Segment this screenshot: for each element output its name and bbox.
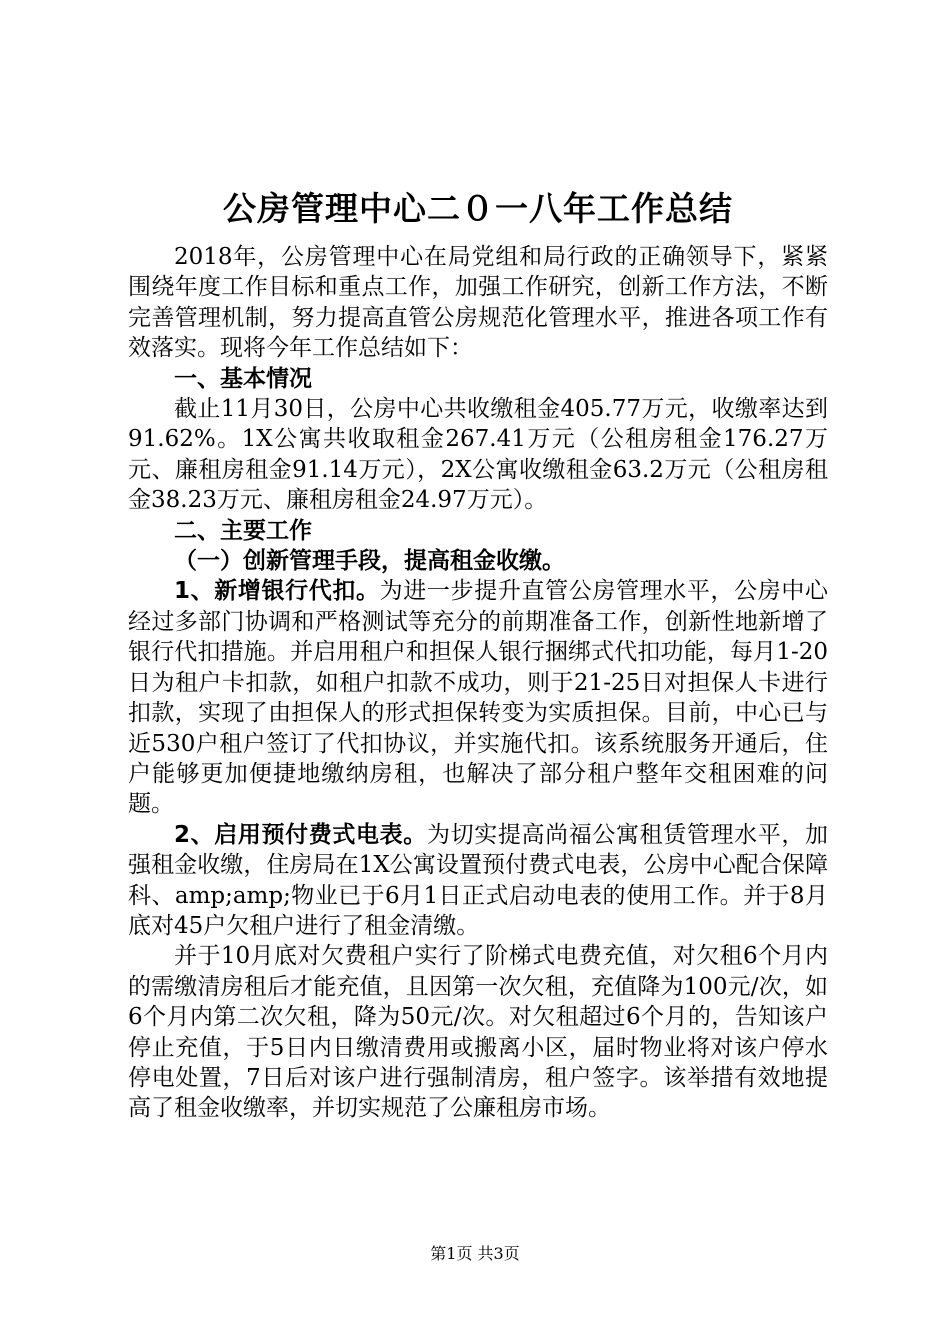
item-bank-deduction-paragraph [128,576,828,819]
intro-paragraph: 2018年，公房管理中心在局党组和局行政的正确领导下，紧紧围绕年度工作目标和重点工作，加强工作研究，创新工作方法，不断完善管理机制，努力提高直管公房规范化管理水平，推进各项工作有效落实。现将今年工作总结如下： [128,244,828,362]
document-title: 公房管理中心二０一八年工作总结 [223,189,733,228]
item-bank-deduction-body: 为进一步提升直管公房管理水平，公房中心经过多部门协调和严格测试等充分的前期准备工作，创新性地新增了银行代扣措施。并启用租户和担保人银行捆绑式代扣功能，每月1-20日为租户卡扣款，如租户扣款不成功，则于21-25日对担保人卡进行扣款，实现了由担保人的形式担保转变为实质担保。目前，中心已与近530户租户签订了代扣协议，并实施代扣。该系统服务开通后，住户能够更加便捷地缴纳房租，也解决了部分租户整年交租困难的问题。 [128,578,828,818]
item-prepaid-meter-lead: 2、启用预付费式电表。 [174,821,427,848]
section-heading-basic-situation: 一、基本情况 [174,365,312,392]
subsection-heading-innovation: （一）创新管理手段，提高租金收缴。 [174,548,565,575]
section-heading-main-work: 二、主要工作 [174,517,312,544]
item-prepaid-meter-paragraph [128,820,828,942]
document-page [128,182,828,1124]
basic-situation-paragraph: 截止11月30日，公房中心共收缴租金405.77万元，收缴率达到91.62%。1X公寓共收取租金267.41万元（公租房租金176.27万元、廉租房租金91.14万元），2X公寓收缴租金63.2万元（公租房租金38.23万元、廉租房租金24.97万元）。 [128,396,828,514]
item-bank-deduction-lead: 1、新增银行代扣。 [174,578,380,605]
item-prepaid-meter-body: 为切实提高尚福公寓租赁管理水平，加强租金收缴，住房局在1X公寓设置预付费式电表，公房中心配合保障科、amp;amp;物业已于6月1日正式启动电表的使用工作。并于8月底对45户欠租户进行了租金清缴。 [128,821,829,939]
page-footer: 第1页 共3页 [430,1244,520,1263]
tiered-recharge-paragraph: 并于10月底对欠费租户实行了阶梯式电费充值，对欠租6个月内的需缴清房租后才能充值，且因第一次欠租，充值降为100元/次，如6个月内第二次欠租，降为50元/次。对欠租超过6个月的，告知该户停止充值，于5日内日缴清费用或搬离小区，届时物业将对该户停水停电处置，7日后对该户进行强制清房，租户签字。该举措有效地提高了租金收缴率，并切实规范了公廉租房市场。 [128,943,828,1122]
